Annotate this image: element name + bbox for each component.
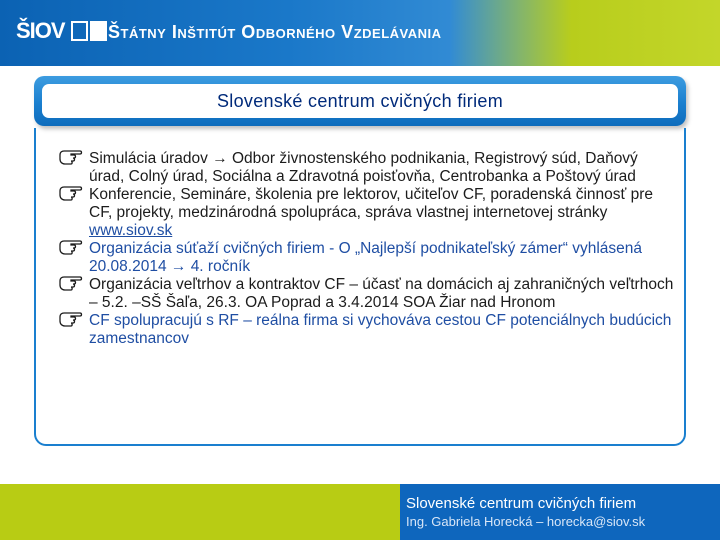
bullet-text: Organizácia veľtrhov a kontraktov CF – účasť na domácich aj zahraničných veľtrhoch – 5.2. –SŠ Šaľa, 26.3. OA Poprad a 3.4.2014 SOA Žiar nad Hronom bbox=[89, 276, 674, 311]
header-accent bbox=[450, 0, 720, 66]
siov-website-link[interactable]: www.siov.sk bbox=[89, 222, 173, 239]
institute-word: ŠTÁTNY bbox=[108, 22, 167, 42]
bullet-text: Konferencie, Semináre, školenia pre lektorov, učiteľov CF, poradenská činnosť pre CF, projekty, medzinárodná spolupráca, správa vlastnej internetovej stránky bbox=[89, 186, 654, 221]
bullet-item bbox=[58, 150, 674, 186]
bullet-item bbox=[58, 276, 674, 312]
pointing-hand-icon bbox=[58, 182, 84, 202]
footer-title: Slovenské centrum cvičných firiem bbox=[406, 495, 637, 512]
pointing-hand-icon bbox=[58, 308, 84, 328]
bullet-text: CF spolupracujú s RF – reálna firma si vychováva cestou CF potenciálnych budúcich zamestnancov bbox=[89, 312, 672, 347]
institute-word: ODBORNÉHO bbox=[241, 22, 336, 42]
logo-squares-icon bbox=[71, 21, 109, 41]
institute-name bbox=[108, 22, 442, 43]
logo-text: ŠIOV bbox=[16, 18, 65, 43]
bullet-item bbox=[58, 186, 674, 240]
footer-box bbox=[400, 484, 720, 540]
pointing-hand-icon bbox=[58, 272, 84, 292]
institute-word: INŠTITÚT bbox=[171, 22, 236, 42]
footer-author: Ing. Gabriela Horecká – horecka@siov.sk bbox=[406, 514, 646, 529]
bullet-text: Organizácia súťaží cvičných firiem - O „Najlepší podnikateľský zámer“ vyhlásená 20.08.2014 → 4. ročník bbox=[89, 240, 643, 275]
slide-title-bar bbox=[34, 76, 686, 126]
bullet-item bbox=[58, 240, 674, 276]
siov-logo bbox=[16, 18, 109, 44]
slide-title-box bbox=[42, 84, 678, 118]
slide-title: Slovenské centrum cvičných firiem bbox=[217, 90, 503, 111]
bullet-text: Simulácia úradov → Odbor živnostenského podnikania, Registrový súd, Daňový úrad, Colný úrad, Sociálna a Zdravotná poisťovňa, Centrobanka a Poštový úrad bbox=[89, 150, 638, 185]
institute-word: VZDELÁVANIA bbox=[341, 22, 442, 42]
header-banner bbox=[0, 0, 720, 66]
pointing-hand-icon bbox=[58, 146, 84, 166]
pointing-hand-icon bbox=[58, 236, 84, 256]
bullet-item bbox=[58, 312, 674, 348]
slide-content bbox=[34, 128, 686, 446]
footer-bar bbox=[0, 484, 720, 540]
